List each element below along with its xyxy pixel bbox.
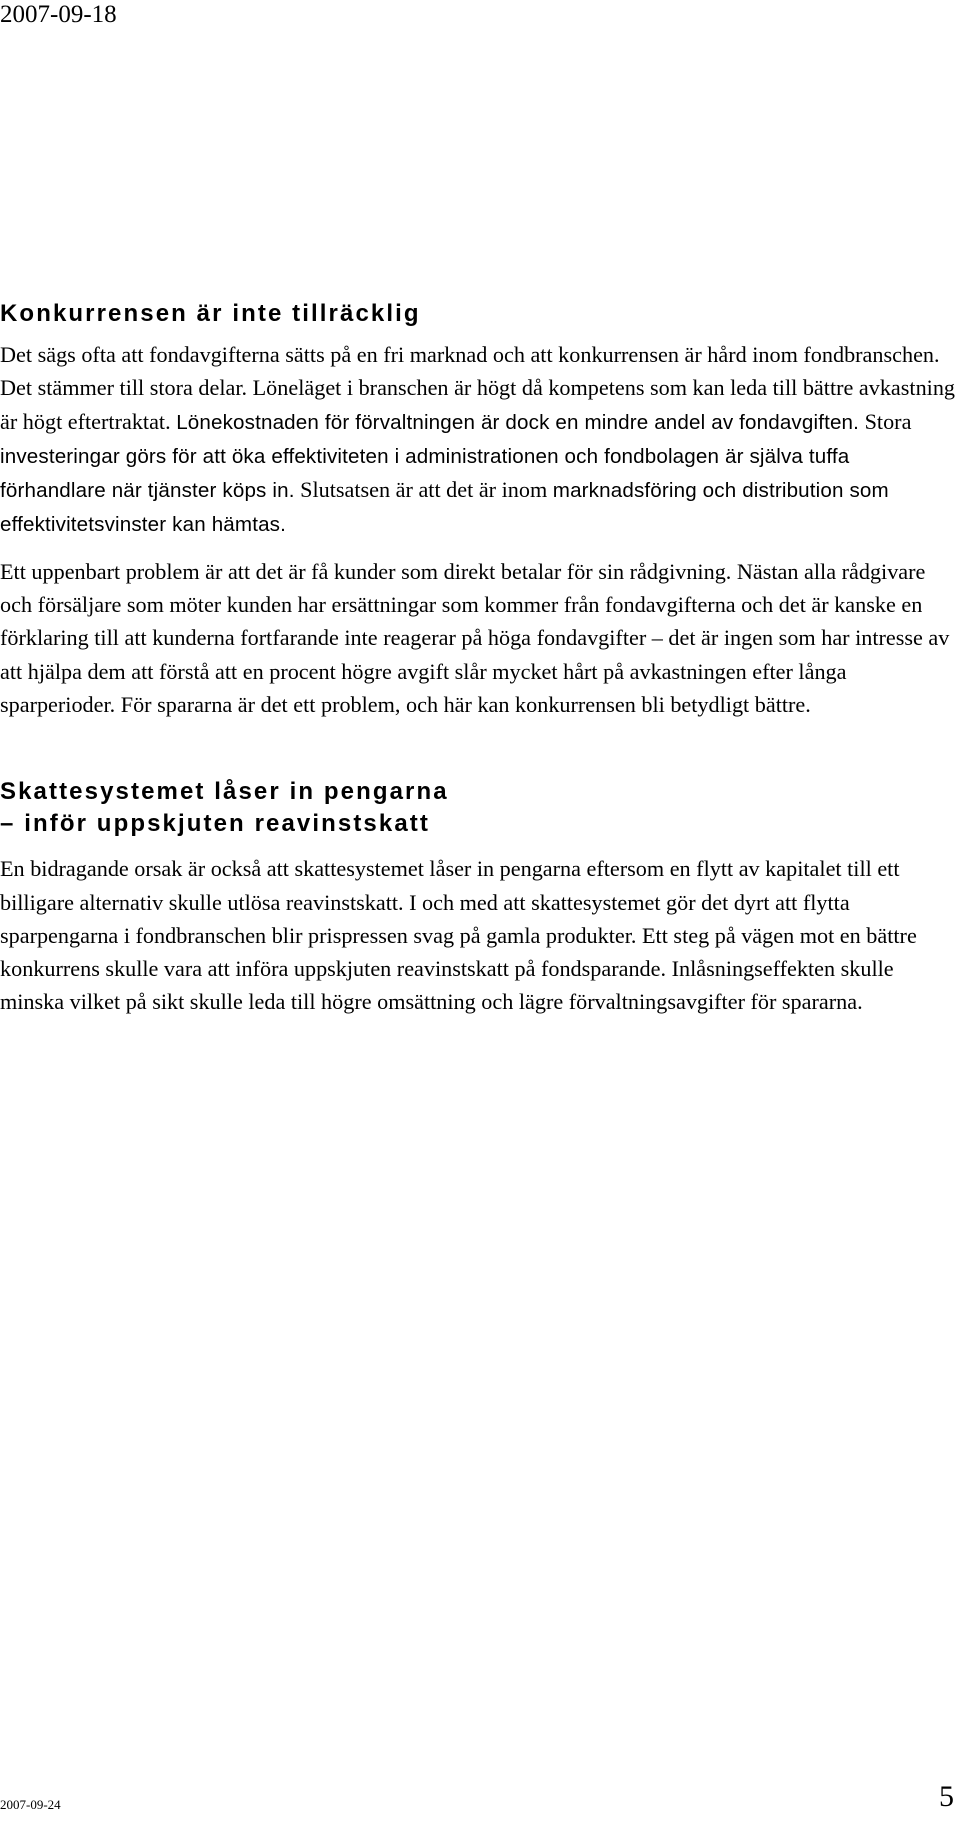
paragraph-text-serif: Slutsatsen är att det är inom <box>300 477 548 503</box>
paragraph-competition-1 <box>0 338 958 542</box>
document-body <box>0 298 958 1019</box>
footer-date: 2007-09-24 <box>0 1797 61 1812</box>
section-heading-competition: Konkurrensen är inte tillräcklig <box>0 300 421 327</box>
paragraph-text-serif: Stora <box>864 408 912 434</box>
section-heading-tax-line2: – inför uppskjuten reavinstskatt <box>0 810 430 838</box>
paragraph-tax-1: En bidragande orsak är också att skattesystemet låser in pengarna eftersom en flytt av kapitalet till ett billigare alternativ skulle utlösa reavinstskatt. I och med att skattesystemet gör det dyrt att flytta sparpengarna i fondbranschen blir prispressen svag på gamla produkter. Ett steg på vägen mot en bättre konkurrens skulle vara att införa uppskjuten reavinstskatt på fondsparande. Inlåsningseffekten skulle minska vilket på sikt skulle leda till högre omsättning och lägre förvaltningsavgifter för spararna. <box>0 856 917 1015</box>
paragraph-competition-2: Ett uppenbart problem är att det är få kunder som direkt betalar för sin rådgivning. Nästan alla rådgivare och försäljare som möter kunden har ersättningar som kommer från fondavgifterna och det är kanske en förklaring till att kunderna fortfarande inte reagerar på höga fondavgifter – det är ingen som har intresse av att hjälpa dem att förstå att en procent högre avgift slår mycket hårt på avkastningen efter långa sparperioder. För spararna är det ett problem, och här kan konkurrensen bli betydligt bättre. <box>0 558 950 717</box>
paragraph-text-sans: investeringar görs för att öka effektiviteten i administrationen och fondbolagen är själva tuffa förhandlare när tjänster köps in. <box>0 444 850 503</box>
paragraph-text-sans: marknadsföring och distribution som effektivitetsvinster kan hämtas. <box>0 479 889 537</box>
paragraph-text-sans: Lönekostnaden för förvaltningen är dock en mindre andel av fondavgiften. <box>176 410 860 434</box>
page-number: 5 <box>939 1780 954 1813</box>
header-date: 2007-09-18 <box>0 1 117 28</box>
paragraph-text-serif: Det sägs ofta att fondavgifterna sätts på en fri marknad och att konkurrensen är hård inom fondbranschen. Det stämmer till stora delar. Löneläget i branschen är högt då kompetens som kan leda till bättre avkastning är högt eftertraktat. <box>0 342 956 434</box>
section-heading-tax <box>0 776 958 840</box>
section-heading-tax-line1: Skattesystemet låser in pengarna <box>0 778 449 806</box>
